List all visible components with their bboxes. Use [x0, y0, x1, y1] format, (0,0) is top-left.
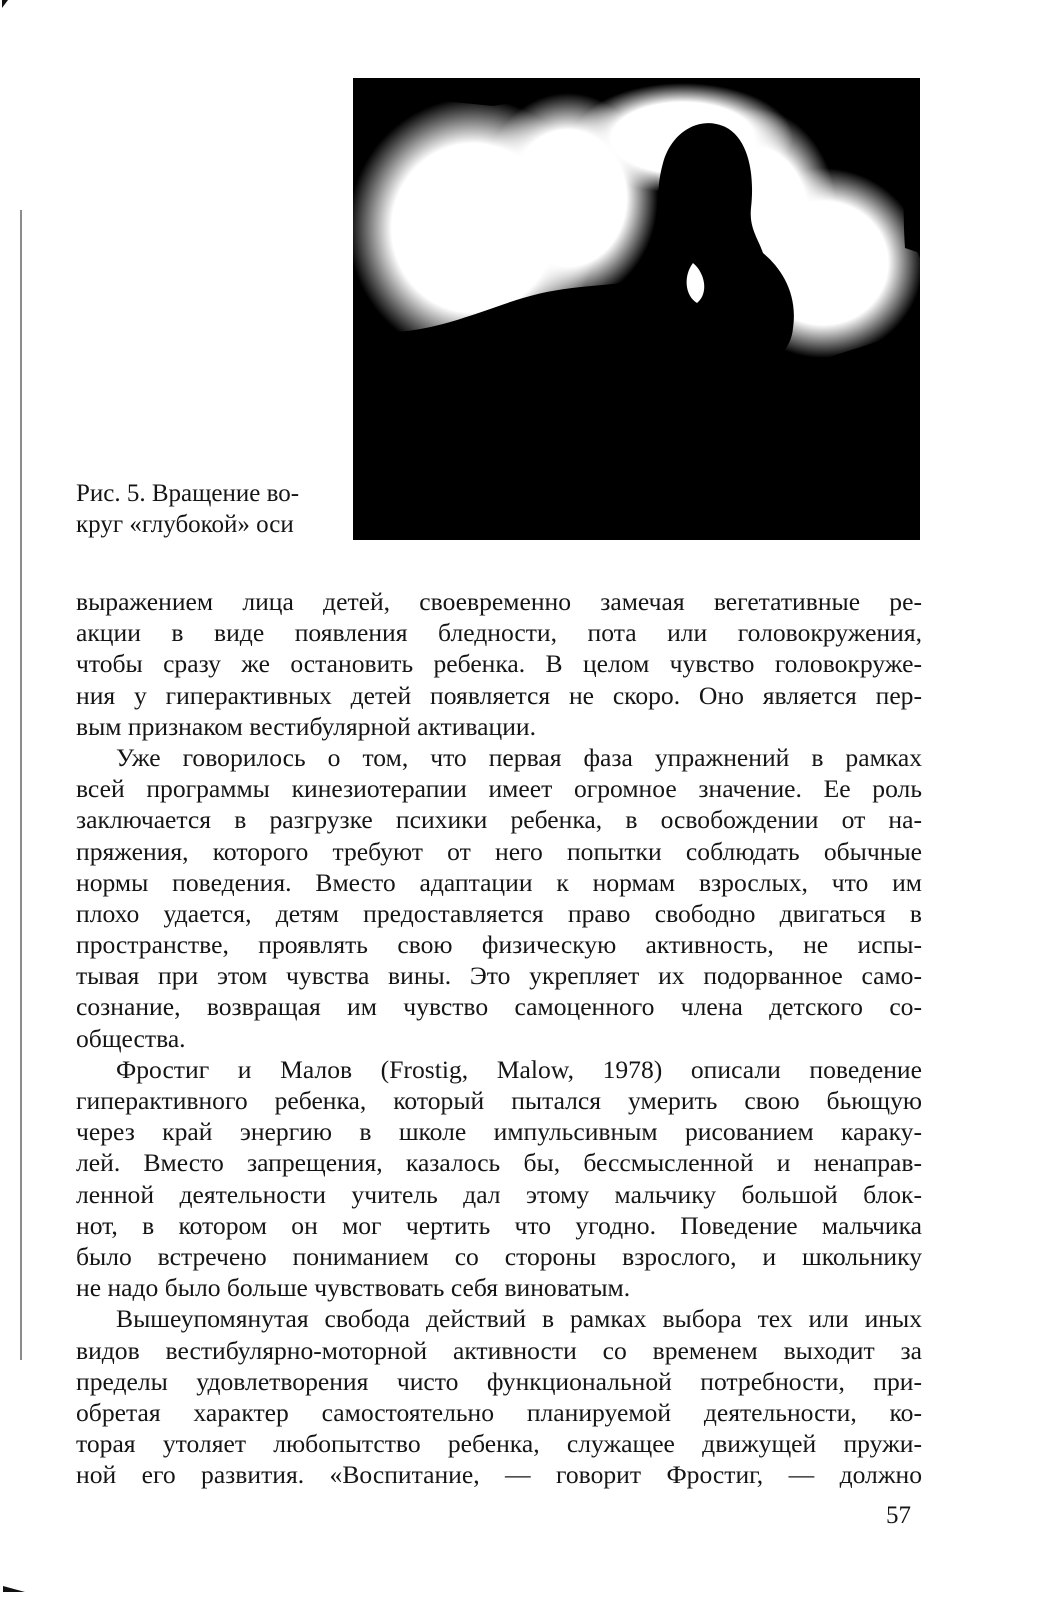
text-line: чтобы сразу же остановить ребенка. В целом чувство головокруже- [76, 649, 922, 679]
text-line: ленной деятельности учитель дал этому мальчику большой блок- [76, 1179, 922, 1209]
text-line: общества. [76, 1023, 186, 1053]
crop-mark-top [2, 0, 8, 8]
text-line: нормы поведения. Вместо адаптации к нормам взрослых, что им [76, 867, 922, 897]
text-line: сознание, возвращая им чувство самоценного члена детского со- [76, 992, 922, 1022]
page-number: 57 [886, 1502, 911, 1529]
text-line: торая утоляет любопытство ребенка, служащее движущей пружи- [76, 1429, 922, 1459]
text-line: гиперактивного ребенка, который пытался умерить свою бьющую [76, 1086, 922, 1115]
text-line: обретая характер самостоятельно планируемой деятельности, ко- [76, 1397, 922, 1427]
text-line: видов вестибулярно-моторной активности со временем выходит за [76, 1335, 922, 1365]
text-line: плохо удается, детям предоставляется право свободно двигаться в [76, 898, 922, 928]
text-line: акции в виде появления бледности, пота или головокружения, [76, 618, 922, 648]
caption-line: круг «глубокой» оси [76, 511, 294, 538]
text-line: выражением лица детей, своевременно замечая вегетативные ре- [76, 587, 922, 616]
text-line: через край энергию в школе импульсивным рисованием караку- [76, 1117, 922, 1147]
text-line: пряжения, которого требуют от него попытки соблюдать обычные [76, 836, 922, 866]
text-line: нот, в котором он мог чертить что угодно. Поведение мальчика [76, 1210, 922, 1240]
text-line: было встречено пониманием со стороны взрослого, и школьнику [76, 1241, 922, 1271]
crop-mark-bottom [3, 1586, 25, 1592]
figure-photo [353, 78, 920, 540]
text-line: ния у гиперактивных детей появляется не скоро. Оно является пер- [76, 680, 922, 710]
text-line: Вышеупомянутая свобода действий в рамках выбора тех или иных [116, 1304, 922, 1334]
text-line: заключается в разгрузке психики ребенка, в освобождении от на- [76, 805, 922, 835]
text-line: Уже говорилось о том, что первая фаза упражнений в рамках [116, 742, 922, 772]
text-line: всей программы кинезиотерапии имеет огромное значение. Ее роль [76, 774, 922, 804]
text-line: вым признаком вестибулярной активации. [76, 711, 537, 741]
caption-line: Рис. 5. Вращение во- [76, 480, 300, 507]
text-line: Фростиг и Малов (Frostig, Malow, 1978) описали поведение [116, 1054, 922, 1084]
figure-caption [76, 478, 346, 540]
body-text [76, 586, 922, 1490]
text-line: пределы удовлетворения чисто функциональной потребности, при- [76, 1366, 922, 1396]
binding-edge-line [20, 210, 22, 1360]
text-line: тывая при этом чувства вины. Это укрепляет их подорванное само- [76, 961, 922, 991]
text-line: ной его развития. «Воспитание, — говорит Фростиг, — должно [76, 1460, 922, 1490]
text-line: не надо было больше чувствовать себя виноватым. [76, 1273, 631, 1303]
text-line: пространстве, проявлять свою физическую активность, не испы- [76, 930, 922, 960]
text-line: лей. Вместо запрещения, казалось бы, бессмысленной и ненаправ- [76, 1148, 922, 1178]
